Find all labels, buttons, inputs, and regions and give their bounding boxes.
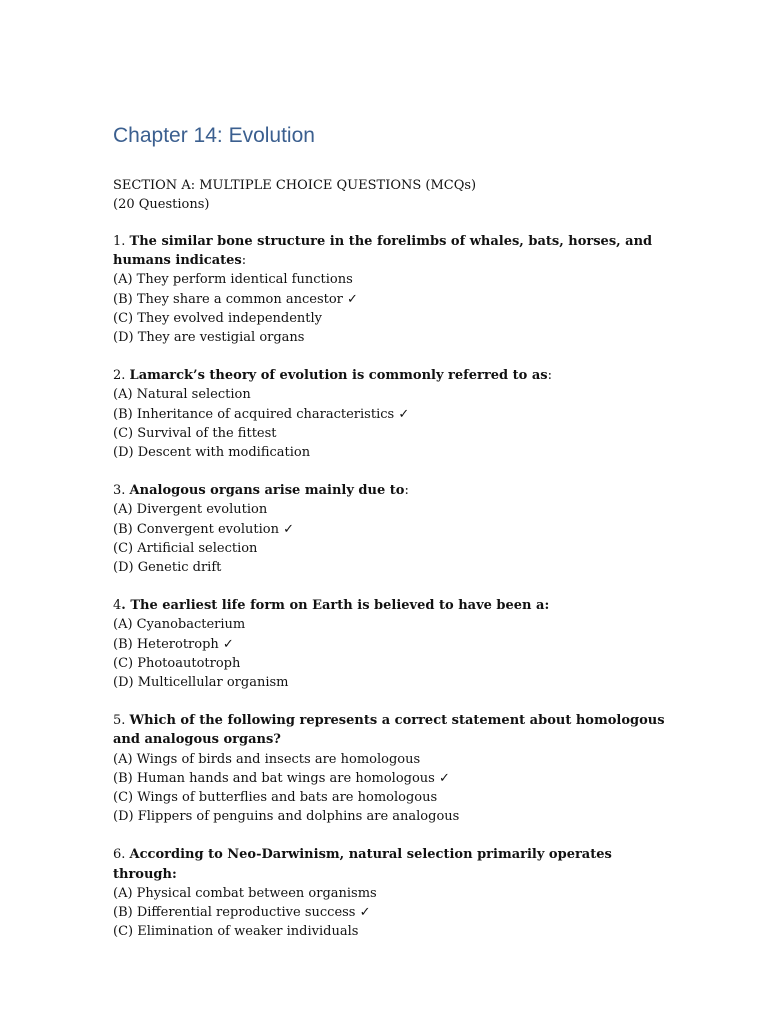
question-text: According to Neo-Darwinism, natural selection primarily operates through: — [113, 847, 612, 882]
question-number: 5. — [113, 713, 130, 729]
answer-option: (B) They share a common ancestor ✓ — [113, 291, 358, 307]
question-stem — [113, 845, 673, 883]
answer-option: (C) Photoautotroph — [113, 655, 241, 671]
answer-option: (B) Inheritance of acquired characteristics ✓ — [113, 406, 410, 422]
answer-option: (A) Cyanobacterium — [113, 617, 246, 633]
section-heading: SECTION A: MULTIPLE CHOICE QUESTIONS (MCQs) — [113, 178, 477, 193]
question-count: (20 Questions) — [113, 197, 210, 212]
answer-option: (D) Descent with modification — [113, 445, 311, 461]
answer-option: (A) They perform identical functions — [113, 272, 353, 288]
question-text: . The earliest life form on Earth is believed to have been a: — [121, 598, 550, 614]
question-item — [113, 845, 673, 941]
answer-option: (D) Flippers of penguins and dolphins are analogous — [113, 809, 460, 825]
question-item — [113, 596, 673, 692]
answer-option: (B) Convergent evolution ✓ — [113, 521, 294, 537]
answer-option: (C) Wings of butterflies and bats are homologous — [113, 790, 438, 806]
question-item — [113, 232, 673, 347]
question-suffix: : — [547, 368, 552, 384]
question-text: Lamarck’s theory of evolution is commonly referred to as — [129, 368, 548, 384]
answer-option: (C) Artificial selection — [113, 540, 258, 556]
question-text: Which of the following represents a correct statement about homologous and analogous organs? — [113, 713, 665, 748]
question-stem — [113, 711, 673, 749]
question-number: 6. — [113, 847, 130, 863]
question-item — [113, 711, 673, 826]
question-stem — [113, 481, 673, 500]
answer-option: (A) Natural selection — [113, 387, 251, 403]
question-item — [113, 366, 673, 462]
question-item — [113, 481, 673, 577]
answer-option: (C) They evolved independently — [113, 310, 322, 326]
answer-option: (C) Survival of the fittest — [113, 425, 277, 441]
question-text: The similar bone structure in the forelimbs of whales, bats, horses, and humans indicates — [113, 234, 653, 269]
answer-option: (B) Differential reproductive success ✓ — [113, 905, 371, 921]
chapter-title: Chapter 14: Evolution — [113, 124, 315, 147]
answer-option: (D) They are vestigial organs — [113, 330, 305, 346]
answer-option: (C) Elimination of weaker individuals — [113, 924, 359, 940]
question-stem — [113, 366, 673, 385]
question-text: Analogous organs arise mainly due to — [129, 483, 405, 499]
question-number: 4 — [113, 598, 122, 614]
answer-option: (A) Wings of birds and insects are homologous — [113, 751, 421, 767]
section-header — [113, 176, 476, 214]
answer-option: (A) Divergent evolution — [113, 502, 268, 518]
question-suffix: : — [241, 253, 247, 269]
question-stem — [113, 596, 673, 615]
answer-option: (B) Heterotroph ✓ — [113, 636, 234, 652]
answer-option: (A) Physical combat between organisms — [113, 885, 377, 901]
question-number: 2. — [113, 368, 130, 384]
question-list — [113, 232, 673, 961]
question-suffix: : — [404, 483, 409, 499]
answer-option: (D) Genetic drift — [113, 560, 222, 576]
question-number: 3. — [113, 483, 130, 499]
answer-option: (B) Human hands and bat wings are homologous ✓ — [113, 770, 450, 786]
question-number: 1. — [113, 234, 130, 249]
answer-option: (D) Multicellular organism — [113, 675, 289, 691]
question-stem — [113, 232, 673, 270]
